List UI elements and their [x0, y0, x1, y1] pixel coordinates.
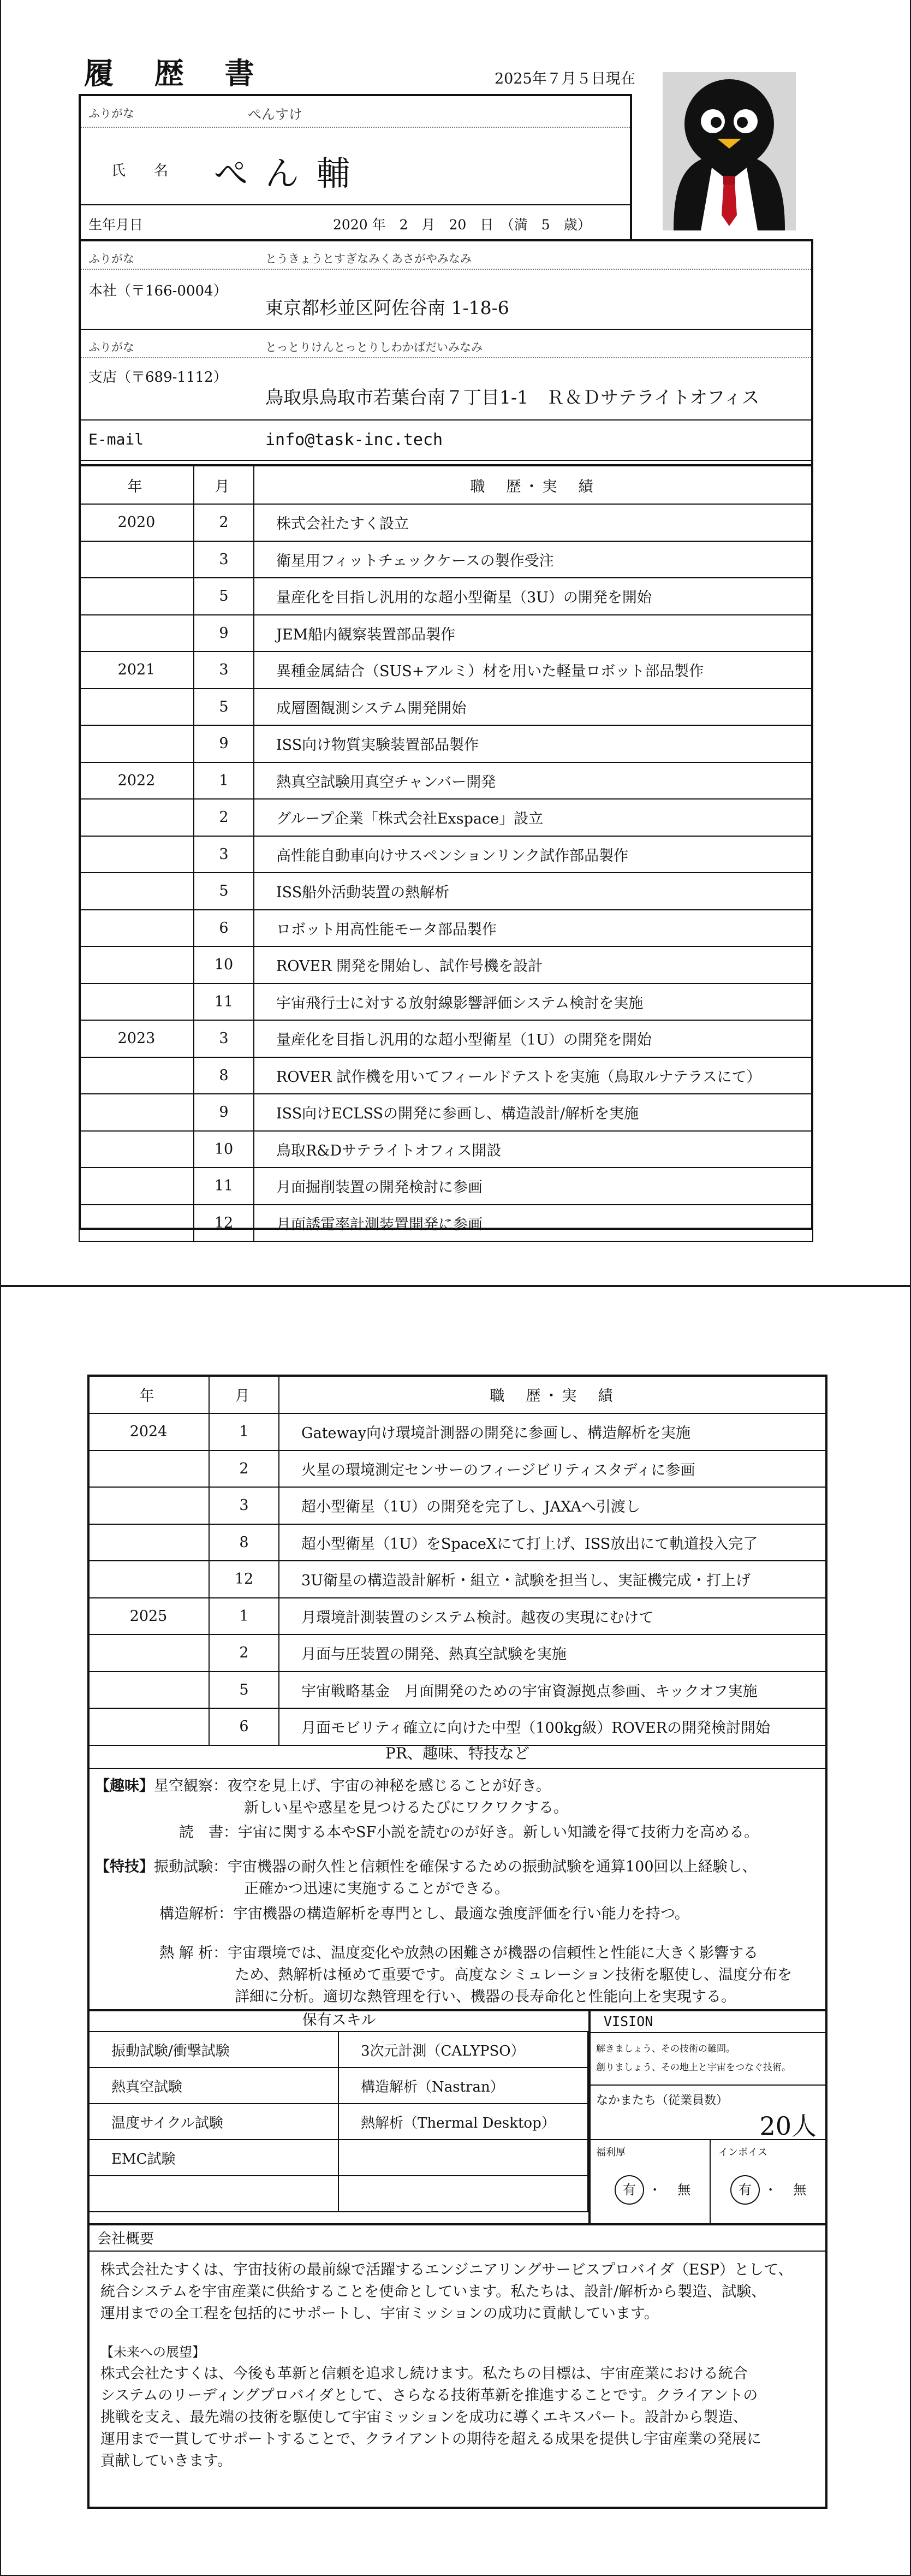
history-year: [79, 725, 194, 762]
skill-1-line-1: 宇宙機器の耐久性と信頼性を確保するための振動試験を通算100回以上経験し、: [228, 1858, 757, 1875]
history-year: [79, 1131, 194, 1168]
history-year: [79, 1057, 194, 1094]
history-detail: グループ企業「株式会社Exspace」設立: [254, 799, 813, 836]
history-month: 2: [209, 1450, 279, 1488]
history-month: 2: [194, 504, 254, 541]
skill-tag: 【特技】: [95, 1858, 154, 1875]
history-row: [79, 1094, 813, 1131]
history-row: [79, 652, 813, 689]
history-table: [79, 465, 813, 1242]
history-month: 8: [194, 1057, 254, 1094]
hobby-1-line-2: 新しい星や惑星を見つけるたびにワクワクする。: [244, 1799, 568, 1816]
history-detail: 宇宙飛行士に対する放射線影響評価システム検討を実施: [254, 984, 813, 1021]
skill-item: 3次元計測（CALYPSO）: [338, 2032, 588, 2068]
history-detail: Gateway向け環境計測器の開発に参画し、構造解析を実施: [279, 1413, 827, 1450]
welfare-options: [615, 2175, 690, 2205]
history-row: [88, 1672, 827, 1709]
branch-furigana-label: ふりがな: [88, 341, 134, 354]
pr-title: PR、趣味、特技など: [385, 1744, 529, 1762]
invoice-options: [730, 2175, 806, 2205]
pr-skill-1: [95, 1856, 757, 1878]
history-year: [79, 799, 194, 836]
vision-column: [588, 2010, 827, 2223]
birth-label: 生年月日: [88, 217, 144, 233]
history-month: 3: [194, 836, 254, 873]
history-row: [79, 541, 813, 578]
skill-item: 振動試験/衝撃試験: [89, 2032, 338, 2068]
history-year: [79, 1205, 194, 1242]
penguin-photo: [663, 72, 796, 230]
history-year: 2023: [79, 1020, 194, 1057]
history-detail: ISS向けECLSSの開発に参画し、構造設計/解析を実施: [254, 1094, 813, 1131]
pr-skill-2: [159, 1903, 689, 1925]
staff-count: 20人: [759, 2111, 817, 2141]
history-year: [79, 873, 194, 910]
invoice-yes[interactable]: 有: [730, 2175, 760, 2205]
history-year: 2020: [79, 504, 194, 541]
history-month: 9: [194, 1094, 254, 1131]
history-detail: 量産化を目指し汎用的な超小型衛星（1U）の開発を開始: [254, 1020, 813, 1057]
skills-row: [89, 2140, 588, 2176]
skill-3-line-3: 詳細に分析。適切な熱管理を行い、機器の長寿命化と性能向上を実現する。: [235, 1988, 736, 2005]
history-year: 2022: [79, 762, 194, 800]
history-header-row-2: [88, 1375, 827, 1413]
history-row: [79, 1131, 813, 1168]
history-month: 10: [194, 946, 254, 984]
history-detail: 高性能自動車向けサスペンションリンク試作部品製作: [254, 836, 813, 873]
company-para-2-line-3: 挑戦を支え、最先端の技術を駆使して宇宙ミッションを成功に導くエキスパート。設計から製造、: [100, 2409, 748, 2426]
history-month: 9: [194, 615, 254, 652]
history-row: [79, 615, 813, 652]
history-header-month-2: 月: [209, 1375, 279, 1413]
history-year: 2025: [88, 1598, 209, 1635]
welfare-label: 福利厚: [596, 2147, 626, 2158]
history-row: [79, 1168, 813, 1205]
history-month: 11: [194, 984, 254, 1021]
history-year: [79, 836, 194, 873]
history-row: [79, 910, 813, 947]
history-year: [88, 1450, 209, 1488]
skill-item: 構造解析（Nastran）: [338, 2068, 588, 2104]
head-office-furigana-label: ふりがな: [88, 252, 134, 265]
history-month: 6: [194, 910, 254, 947]
company-para-2-line-2: システムのリーディングプロバイダとして、さらなる技術革新を推進することです。クライアントの: [100, 2387, 758, 2404]
vision-line-2: 創りましょう、その地上と宇宙をつなぐ技術。: [596, 2062, 791, 2073]
history-month: 5: [194, 578, 254, 615]
history-detail: 成層圏観測システム開発開始: [254, 689, 813, 726]
history-year: [88, 1524, 209, 1561]
history-detail: 量産化を目指し汎用的な超小型衛星（3U）の開発を開始: [254, 578, 813, 615]
history-table-continued: [87, 1375, 827, 1746]
history-month: 2: [209, 1635, 279, 1672]
history-detail: JEM船内観察装置部品製作: [254, 615, 813, 652]
penguin-avatar-icon: [663, 72, 796, 230]
history-row: [88, 1598, 827, 1635]
history-month: 5: [209, 1672, 279, 1709]
history-row: [88, 1487, 827, 1524]
skill-item: [338, 2140, 588, 2176]
invoice-separator: ・: [764, 2182, 777, 2198]
hobby-2-line-1: 宇宙に関する本やSF小説を読むのが好き。新しい知識を得て技術力を高める。: [238, 1824, 759, 1841]
history-row: [88, 1635, 827, 1672]
skill-3-key: 熱 解 析：: [159, 1945, 228, 1962]
address-history-section: [79, 239, 813, 1233]
history-header-month: 月: [194, 466, 254, 504]
history-row: [79, 984, 813, 1021]
history-year: [88, 1672, 209, 1709]
history-year: [79, 984, 194, 1021]
history-year: [79, 578, 194, 615]
name-furigana: ぺんすけ: [248, 106, 303, 122]
history-year: [79, 1168, 194, 1205]
head-office-furigana: とうきょうとすぎなみくあさがやみなみ: [265, 252, 472, 265]
staff-label: なかまたち（従業員数）: [596, 2094, 729, 2107]
company-para-2-line-5: 貢献していきます。: [100, 2453, 232, 2470]
history-row: [79, 689, 813, 726]
history-row: [79, 799, 813, 836]
vision-label: VISION: [604, 2014, 653, 2029]
skills-row: [89, 2068, 588, 2104]
hobby-1-line-1: 夜空を見上げ、宇宙の神秘を感じることが好き。: [228, 1778, 551, 1795]
skill-item: 温度サイクル試験: [89, 2104, 338, 2140]
history-row: [79, 725, 813, 762]
history-month: 5: [194, 873, 254, 910]
history-detail: ROVER 試作機を用いてフィールドテストを実施（鳥取ルナテラスにて）: [254, 1057, 813, 1094]
history-detail: 月面モビリティ確立に向けた中型（100kg級）ROVERの開発検討開始: [279, 1708, 827, 1745]
pr-hobby-1: [95, 1775, 551, 1797]
hobby-2-key: 読 書：: [179, 1824, 238, 1841]
company-para-1-line-3: 運用までの全工程を包括的にサポートし、宇宙ミッションの成功に貢献しています。: [100, 2305, 659, 2322]
history-row: [79, 578, 813, 615]
skill-item: [89, 2176, 338, 2212]
history-row: [88, 1450, 827, 1488]
history-month: 3: [209, 1487, 279, 1524]
history-month: 2: [194, 799, 254, 836]
history-month: 8: [209, 1524, 279, 1561]
history-month: 1: [209, 1598, 279, 1635]
history-header-detail: 職 歴・実 績: [254, 466, 813, 504]
history-detail: 異種金属結合（SUS+アルミ）材を用いた軽量ロボット部品製作: [254, 652, 813, 689]
history-row: [79, 946, 813, 984]
skill-1-line-2: 正確かつ迅速に実施することができる。: [244, 1880, 509, 1897]
history-row: [88, 1413, 827, 1450]
history-detail: 株式会社たすく設立: [254, 504, 813, 541]
head-office-label: 本社（〒166-0004）: [88, 283, 228, 299]
skill-item: EMC試験: [89, 2140, 338, 2176]
history-month: 10: [194, 1131, 254, 1168]
history-row: [88, 1708, 827, 1745]
invoice-label: インボイス: [718, 2147, 767, 2158]
history-detail: 超小型衛星（1U）をSpaceXにて打上げ、ISS放出にて軌道投入完了: [279, 1524, 827, 1561]
history-month: 3: [194, 1020, 254, 1057]
history-header-detail-2: 職 歴・実 績: [279, 1375, 827, 1413]
history-month: 1: [209, 1413, 279, 1450]
document-title: 履 歴 書: [84, 56, 270, 91]
history-year: [88, 1708, 209, 1745]
applicant-name: ぺ ん 輔: [214, 153, 354, 193]
history-row: [79, 1020, 813, 1057]
email-label: E-mail: [88, 430, 144, 448]
branch-furigana: とっとりけんとっとりしわかばだいみなみ: [265, 341, 483, 354]
skill-2-line-1: 宇宙機器の構造解析を専門とし、最適な強度評価を行い能力を持つ。: [233, 1905, 689, 1922]
history-detail: 熱真空試験用真空チャンバー開発: [254, 762, 813, 800]
skills-row: [89, 2032, 588, 2068]
history-year: [79, 910, 194, 947]
history-header-row: [79, 466, 813, 504]
page-2-frame: [87, 1375, 827, 2509]
company-para-2-line-1: 株式会社たすくは、今後も革新と信頼を追求し続けます。私たちの目標は、宇宙産業における統合: [100, 2365, 748, 2382]
history-detail: 超小型衛星（1U）の開発を完了し、JAXAへ引渡し: [279, 1487, 827, 1524]
welfare-yes[interactable]: 有: [615, 2175, 644, 2205]
company-para-1-line-1: 株式会社たすくは、宇宙技術の最前線で活躍するエンジニアリングサービスプロバイダ（ESP）として、: [100, 2261, 793, 2278]
history-row: [79, 1057, 813, 1094]
history-detail: 衛星用フィットチェックケースの製作受注: [254, 541, 813, 578]
history-month: 1: [194, 762, 254, 800]
pr-skill-3: [159, 1943, 758, 1964]
name-section: [79, 94, 632, 241]
history-month: 3: [194, 541, 254, 578]
company-para-1-line-2: 統合システムを宇宙産業に供給することを使命としています。私たちは、設計/解析から製造、試験、: [100, 2283, 766, 2300]
history-year: [79, 946, 194, 984]
company-title: 会社概要: [97, 2231, 154, 2247]
pr-hobby-2: [179, 1822, 759, 1844]
skills-row: [89, 2104, 588, 2140]
resume-page-2: [0, 1286, 911, 2576]
skills-table: [88, 2031, 588, 2212]
history-detail: 月面誘電率計測装置開発に参画: [254, 1205, 813, 1242]
history-year: [79, 615, 194, 652]
skill-3-line-1: 宇宙環境では、温度変化や放熱の困難さが機器の信頼性と性能に大きく影響する: [228, 1945, 759, 1962]
history-year: [79, 541, 194, 578]
branch-address: 鳥取県鳥取市若葉台南７丁目1-1 Ｒ＆Ｄサテライトオフィス: [265, 387, 760, 408]
company-para-2-line-4: 運用まで一貫してサポートすることで、クライアントの期待を超える成果を提供し宇宙産業の発展に: [100, 2431, 761, 2448]
history-month: 9: [194, 725, 254, 762]
branch-label: 支店（〒689-1112）: [88, 369, 228, 386]
history-header-year: 年: [79, 466, 194, 504]
history-detail: ROVER 開発を開始し、試作号機を設計: [254, 946, 813, 984]
history-month: 5: [194, 689, 254, 726]
skill-1-key: 振動試験：: [154, 1858, 228, 1875]
history-detail: ISS向け物質実験装置部品製作: [254, 725, 813, 762]
future-title: 【未来への展望】: [100, 2344, 205, 2360]
head-office-address: 東京都杉並区阿佐谷南 1-18-6: [265, 297, 509, 318]
history-detail: 火星の環境測定センサーのフィージビリティスタディに参画: [279, 1450, 827, 1488]
skill-item: 熱解析（Thermal Desktop）: [338, 2104, 588, 2140]
history-row: [79, 1205, 813, 1242]
history-row: [79, 873, 813, 910]
history-year: 2021: [79, 652, 194, 689]
history-month: 11: [194, 1168, 254, 1205]
history-year: [88, 1561, 209, 1598]
history-detail: 月面掘削装置の開発検討に参画: [254, 1168, 813, 1205]
email-value[interactable]: info@task-inc.tech: [265, 430, 443, 449]
history-year: [79, 689, 194, 726]
skills-row: [89, 2176, 588, 2212]
history-detail: ISS船外活動装置の熱解析: [254, 873, 813, 910]
document-date: 2025年７月５日現在: [495, 70, 635, 87]
history-year: [88, 1487, 209, 1524]
history-row: [79, 836, 813, 873]
skills-title: 保有スキル: [302, 2012, 376, 2029]
history-row: [88, 1524, 827, 1561]
name-furigana-label: ふりがな: [88, 107, 134, 120]
invoice-no[interactable]: 無: [793, 2182, 807, 2198]
history-detail: 月環境計測装置のシステム検討。越夜の実現にむけて: [279, 1598, 827, 1635]
skill-item: 熱真空試験: [89, 2068, 338, 2104]
welfare-no[interactable]: 無: [677, 2182, 691, 2198]
skill-2-key: 構造解析：: [159, 1905, 233, 1922]
history-header-year-2: 年: [88, 1375, 209, 1413]
vision-line-1: 解きましょう、その技術の難問。: [596, 2044, 735, 2054]
skill-3-line-2: ため、熱解析は極めて重要です。高度なシミュレーション技術を駆使し、温度分布を: [235, 1967, 793, 1983]
history-row: [79, 762, 813, 800]
history-detail: ロボット用高性能モータ部品製作: [254, 910, 813, 947]
history-year: [79, 1094, 194, 1131]
name-label: 氏 名: [111, 163, 169, 179]
history-month: 12: [209, 1561, 279, 1598]
history-year: [88, 1635, 209, 1672]
history-month: 6: [209, 1708, 279, 1745]
birth-value: 2020 年 2 月 20 日 （満 5 歳）: [333, 217, 591, 233]
history-row: [79, 504, 813, 541]
history-detail: 3U衛星の構造設計解析・組立・試験を担当し、実証機完成・打上げ: [279, 1561, 827, 1598]
history-detail: 鳥取R&Dサテライトオフィス開設: [254, 1131, 813, 1168]
welfare-separator: ・: [648, 2182, 662, 2198]
skill-item: [338, 2176, 588, 2212]
hobby-1-key: 星空観察：: [154, 1778, 228, 1795]
history-detail: 月面与圧装置の開発、熱真空試験を実施: [279, 1635, 827, 1672]
resume-page-1: [0, 0, 911, 1286]
hobby-tag: 【趣味】: [95, 1778, 154, 1795]
history-detail: 宇宙戦略基金 月面開発のための宇宙資源拠点参画、キックオフ実施: [279, 1672, 827, 1709]
history-month: 12: [194, 1205, 254, 1242]
history-year: 2024: [88, 1413, 209, 1450]
history-row: [88, 1561, 827, 1598]
history-month: 3: [194, 652, 254, 689]
